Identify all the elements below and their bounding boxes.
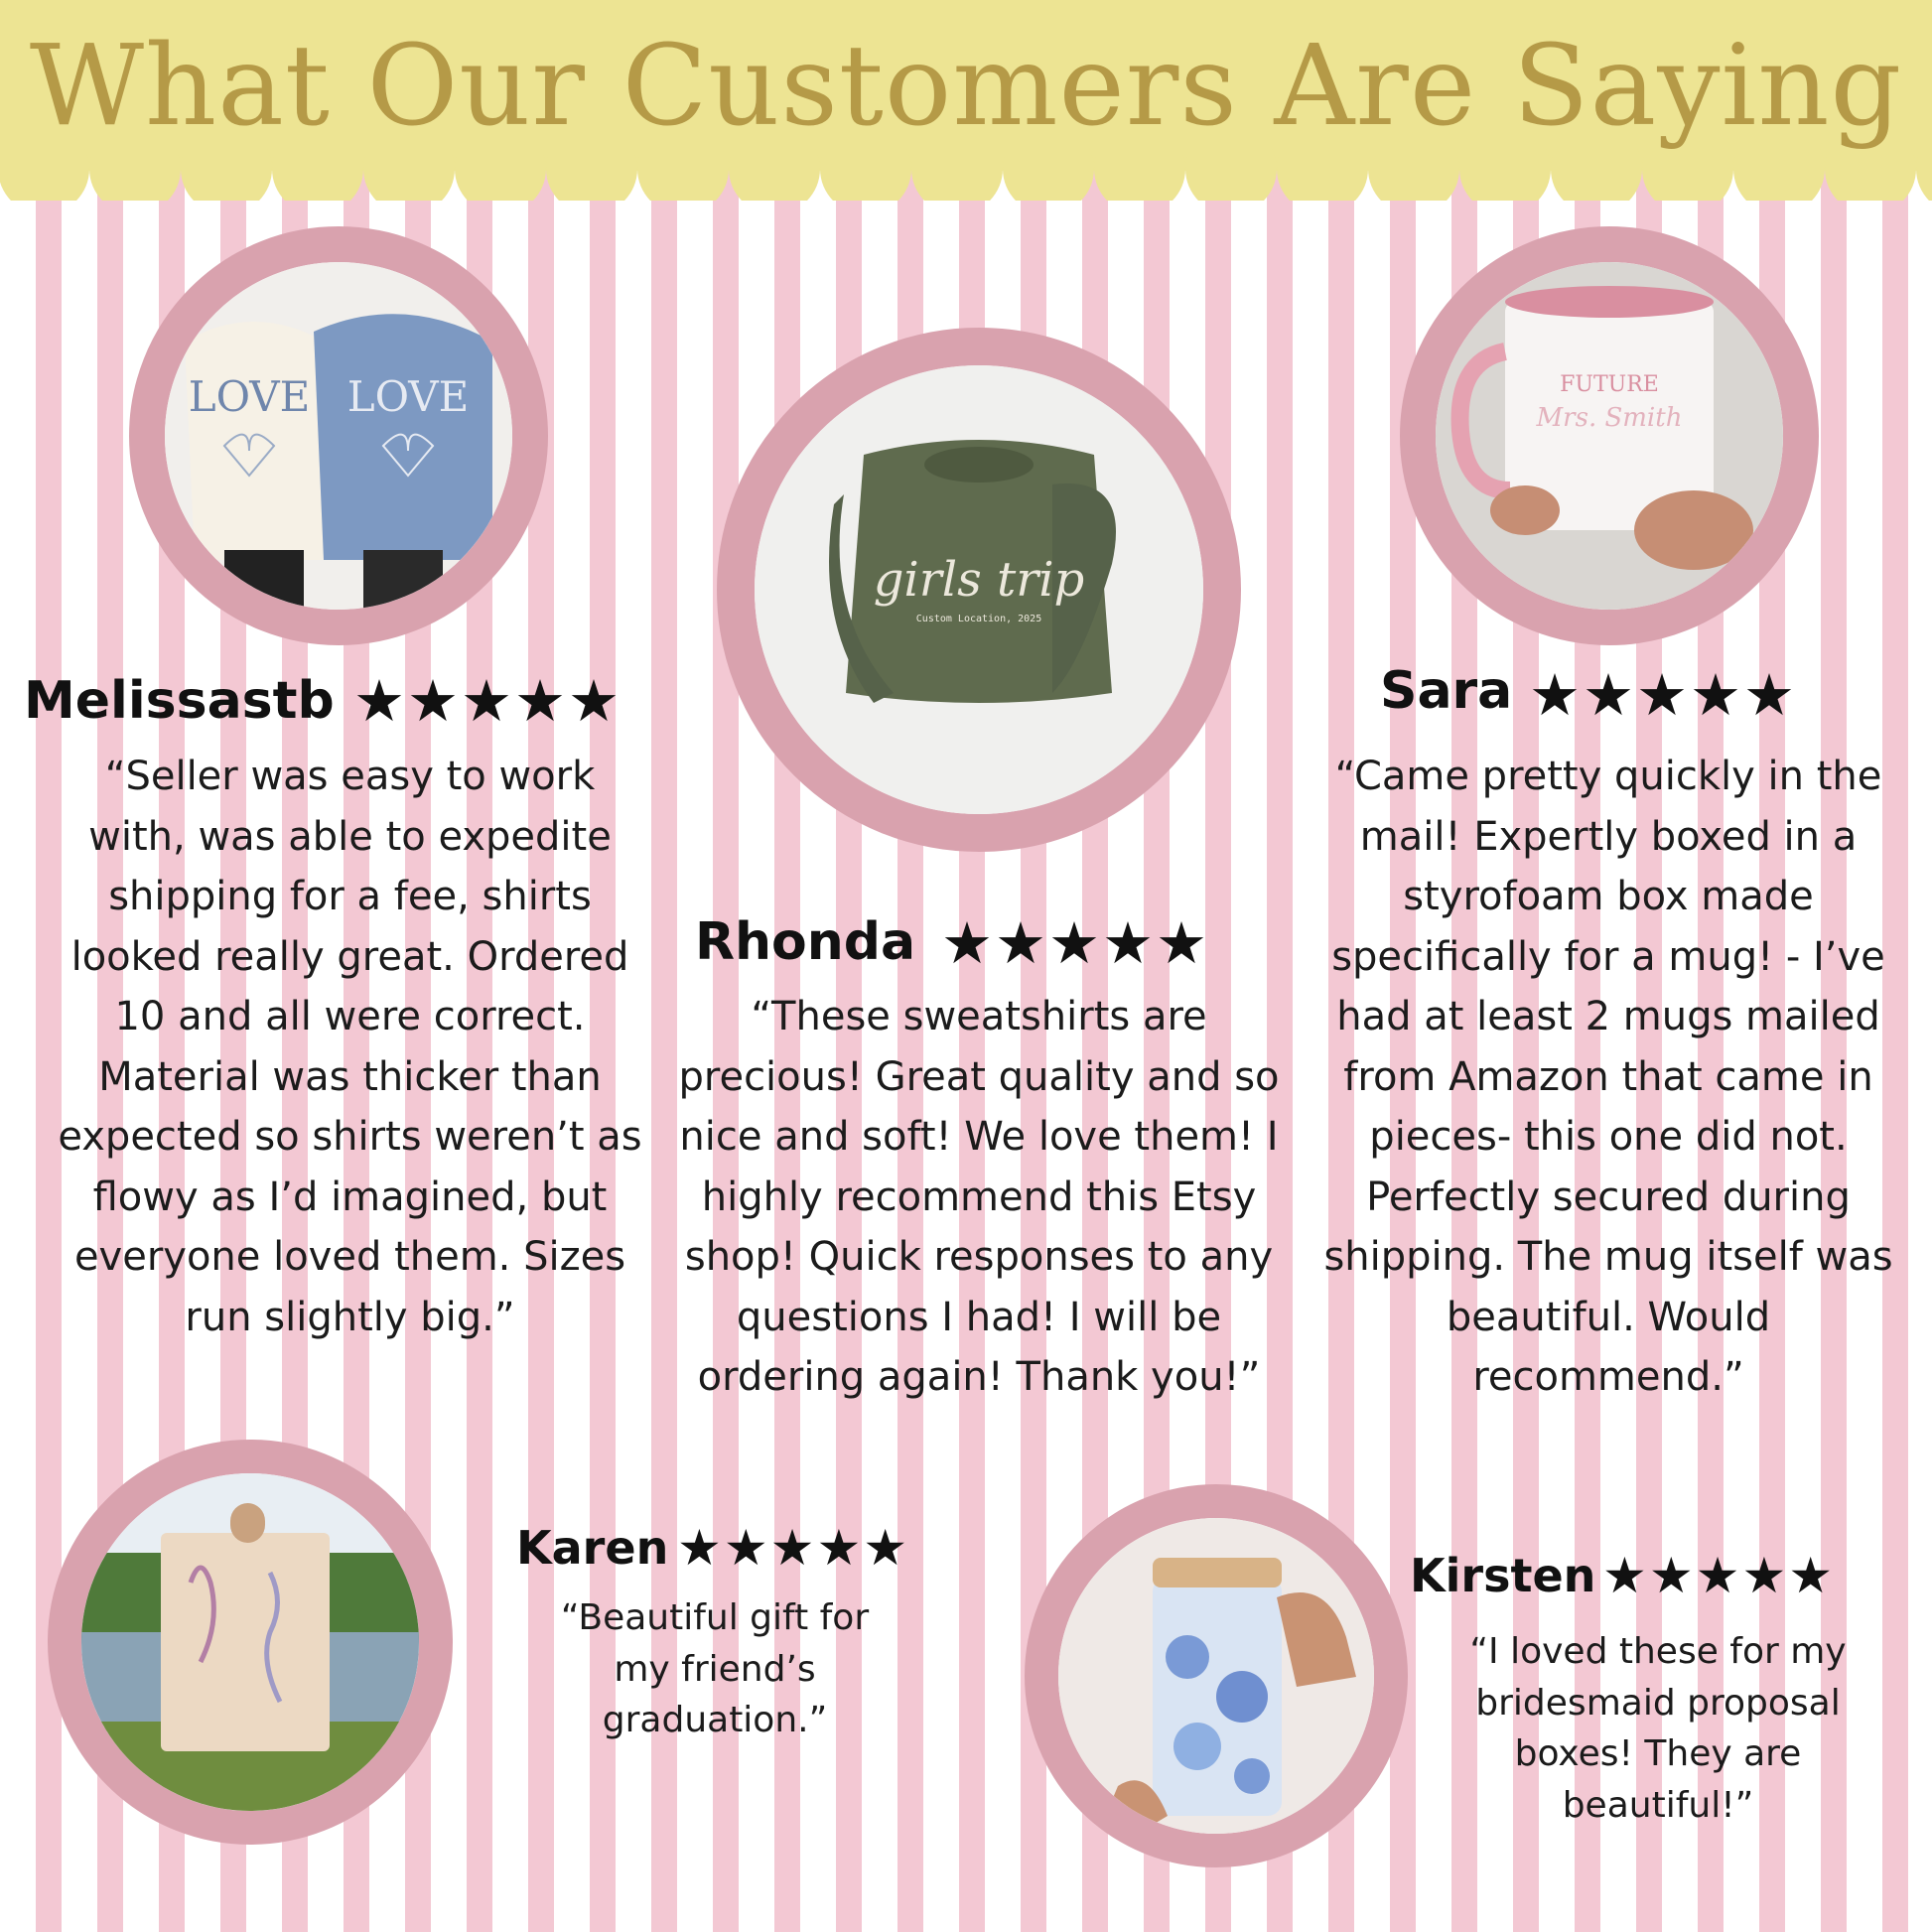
svg-text:Mrs. Smith: Mrs. Smith xyxy=(1536,403,1683,433)
page-title: What Our Customers Are Saying xyxy=(29,22,1903,151)
glass-cup-image xyxy=(1025,1484,1408,1867)
scalloped-edge xyxy=(0,149,1932,201)
star-rating-melissastb: ★★★★★ xyxy=(353,667,621,735)
review-text-melissastb: “Seller was easy to work with, was able to expedite shipping for a fee, shirts looked really great. Ordered 10 and all were correct. Material was thicker than expected so shirts weren’t as flowy as I’d imagined, but everyone loved them. Sizes run slightly big.” xyxy=(58,754,642,1340)
star-rating-sara: ★★★★★ xyxy=(1529,661,1797,729)
reviewer-name-melissastb: Melissastb xyxy=(24,671,335,731)
reviewer-name-sara: Sara xyxy=(1380,661,1513,721)
reviewer-name-kirsten: Kirsten xyxy=(1410,1549,1596,1602)
pink-mug-image xyxy=(1400,226,1819,645)
svg-text:LOVE: LOVE xyxy=(346,372,470,421)
star-rating-kirsten: ★★★★★ xyxy=(1602,1547,1836,1604)
star-rating-karen: ★★★★★ xyxy=(677,1519,910,1577)
svg-text:LOVE: LOVE xyxy=(188,372,311,421)
star-rating-rhonda: ★★★★★ xyxy=(941,909,1209,977)
review-text-karen: “Beautiful gift for my friend’s graduation.” xyxy=(560,1597,870,1740)
green-sweatshirt-image xyxy=(717,328,1241,852)
svg-text:girls trip: girls trip xyxy=(873,552,1085,608)
svg-text:FUTURE: FUTURE xyxy=(1560,372,1659,397)
review-text-kirsten: “I loved these for my bridesmaid proposal boxes! They are beautiful!” xyxy=(1469,1631,1847,1826)
svg-text:Custom Location, 2025: Custom Location, 2025 xyxy=(915,614,1042,624)
woven-blanket-image xyxy=(48,1440,453,1845)
review-text-sara: “Came pretty quickly in the mail! Expertly boxed in a styrofoam box made specifically for a mug! - I’ve had at least 2 mugs mailed from Amazon that came in pieces- this one did not. Perfectly secured during shipping. The mug itself was beautiful. Would recommend.” xyxy=(1323,754,1893,1400)
reviewer-name-rhonda: Rhonda xyxy=(695,912,916,972)
reviewer-name-karen: Karen xyxy=(516,1521,669,1575)
review-text-rhonda: “These sweatshirts are precious! Great quality and so nice and soft! We love them! I highly recommend this Etsy shop! Quick responses to any questions I had! I will be ordering again! Thank you!” xyxy=(678,994,1280,1400)
couple-tshirts-image xyxy=(129,226,548,645)
